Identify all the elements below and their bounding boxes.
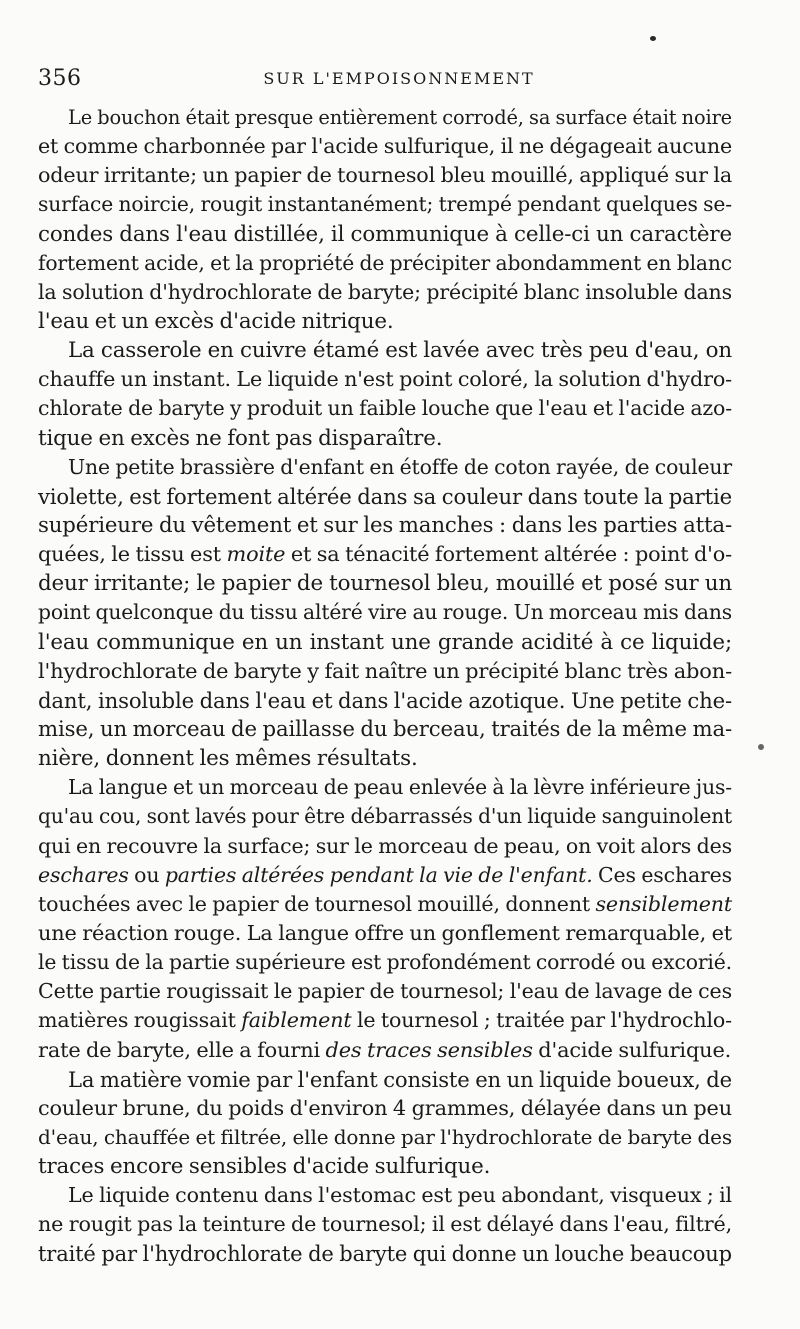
paragraph (38, 336, 732, 453)
italic-text: moite (226, 542, 286, 567)
text-line: Une petite brassière d'enfant en étoffe de coton rayée, de couleur (68, 454, 732, 479)
text-line: qui en recouvre la surface; sur le morceau de peau, on voit alors des (38, 833, 732, 858)
text-line: la solution d'hydrochlorate de baryte; précipité blanc insoluble dans (38, 279, 732, 304)
italic-text: des traces sensibles (325, 1037, 533, 1062)
text-line: dant, insoluble dans l'eau et dans l'acide azotique. Une petite che- (38, 687, 732, 713)
text-line: et comme charbonnée par l'acide sulfurique, il ne dégageait aucune (38, 134, 732, 159)
text-line: traces encore sensibles d'acide sulfurique. (38, 1154, 491, 1180)
paragraph (38, 103, 732, 336)
text-line: le tissu de la partie supérieure est profondément corrodé ou excorié. (38, 950, 732, 975)
text-line: violette, est fortement altérée dans sa couleur dans toute la partie (38, 483, 732, 509)
paragraph (38, 453, 732, 774)
page-number: 356 (38, 66, 82, 91)
text-line: l'eau communique en un instant une grande acidité à ce liquide; (38, 629, 732, 655)
text-line: mise, un morceau de paillasse du berceau, traités de la même ma- (38, 716, 732, 742)
page-header (38, 66, 760, 100)
text-line: qu'au cou, sont lavés pour être débarrassés d'un liquide sanguinolent (38, 804, 732, 829)
text-line: nière, donnent les mêmes résultats. (38, 746, 418, 772)
italic-text: parties altérées pendant la vie de l'enfant. (164, 862, 593, 887)
text-line: rate de baryte, elle a fourni des traces sensibles d'acide sulfurique. (38, 1037, 732, 1062)
text-line: quées, le tissu est moite et sa ténacité fortement altérée : point d'o- (38, 542, 732, 567)
running-head: SUR L'EMPOISONNEMENT (263, 69, 535, 88)
text-line: deur irritante; le papier de tournesol bleu, mouillé et posé sur un (38, 571, 732, 597)
text-line: supérieure du vêtement et sur les manches : dans les parties atta- (38, 512, 732, 538)
text-line: point quelconque du tissu altéré vire au rouge. Un morceau mis dans (38, 600, 732, 625)
text-line: traité par l'hydrochlorate de baryte qui donne un louche beaucoup (38, 1241, 732, 1267)
italic-text: sensiblement (595, 891, 732, 916)
text-line: fortement acide, et la propriété de précipiter abondamment en blanc (38, 250, 732, 275)
paragraph (38, 1065, 732, 1182)
text-line: ne rougit pas la teinture de tournesol; il est délayé dans l'eau, filtré, (38, 1212, 732, 1237)
text-line: couleur brune, du poids d'environ 4 grammes, délayée dans un peu (38, 1095, 732, 1120)
ink-speck-mark (650, 36, 656, 41)
text-line: Le bouchon était presque entièrement corrodé, sa surface était noire (68, 106, 732, 129)
text-line: La matière vomie par l'enfant consiste en un liquide boueux, de (68, 1066, 732, 1092)
body-text (38, 103, 732, 1269)
italic-text: faiblement (241, 1008, 352, 1033)
text-line: La casserole en cuivre étamé est lavée avec très peu d'eau, on (68, 338, 732, 364)
text-line: l'hydrochlorate de baryte y fait naître un précipité blanc très abon- (38, 658, 732, 683)
text-line: condes dans l'eau distillée, il communique à celle-ci un caractère (38, 221, 732, 247)
text-line: une réaction rouge. La langue offre un gonflement remarquable, et (38, 920, 732, 945)
ink-speck-mark (758, 744, 764, 750)
text-line: d'eau, chauffée et filtrée, elle donne par l'hydrochlorate de baryte des (38, 1124, 732, 1149)
text-line: odeur irritante; un papier de tournesol bleu mouillé, appliqué sur la (38, 163, 732, 188)
paragraph (38, 773, 732, 1064)
text-line: eschares ou parties altérées pendant la vie de l'enfant. Ces eschares (38, 862, 732, 887)
text-line: surface noircie, rougit instantanément; trempé pendant quelques se- (38, 192, 732, 217)
text-line: chauffe un instant. Le liquide n'est point coloré, la solution d'hydro- (38, 367, 732, 392)
text-line: tique en excès ne font pas disparaître. (38, 425, 443, 451)
text-line: La langue et un morceau de peau enlevée à la lèvre inférieure jus- (68, 775, 732, 800)
paragraph (38, 1181, 732, 1268)
text-line: Cette partie rougissait le papier de tournesol; l'eau de lavage de ces (38, 979, 732, 1004)
italic-text: eschares (38, 862, 129, 887)
text-line: chlorate de baryte y produit un faible louche que l'eau et l'acide azo- (38, 396, 732, 421)
text-line: l'eau et un excès d'acide nitrique. (38, 308, 394, 334)
text-line: Le liquide contenu dans l'estomac est peu abondant, visqueux ; il (68, 1183, 732, 1208)
text-line: touchées avec le papier de tournesol mouillé, donnent sensiblement (38, 891, 732, 916)
text-line: matières rougissait faiblement le tournesol ; traitée par l'hydrochlo- (38, 1008, 732, 1033)
